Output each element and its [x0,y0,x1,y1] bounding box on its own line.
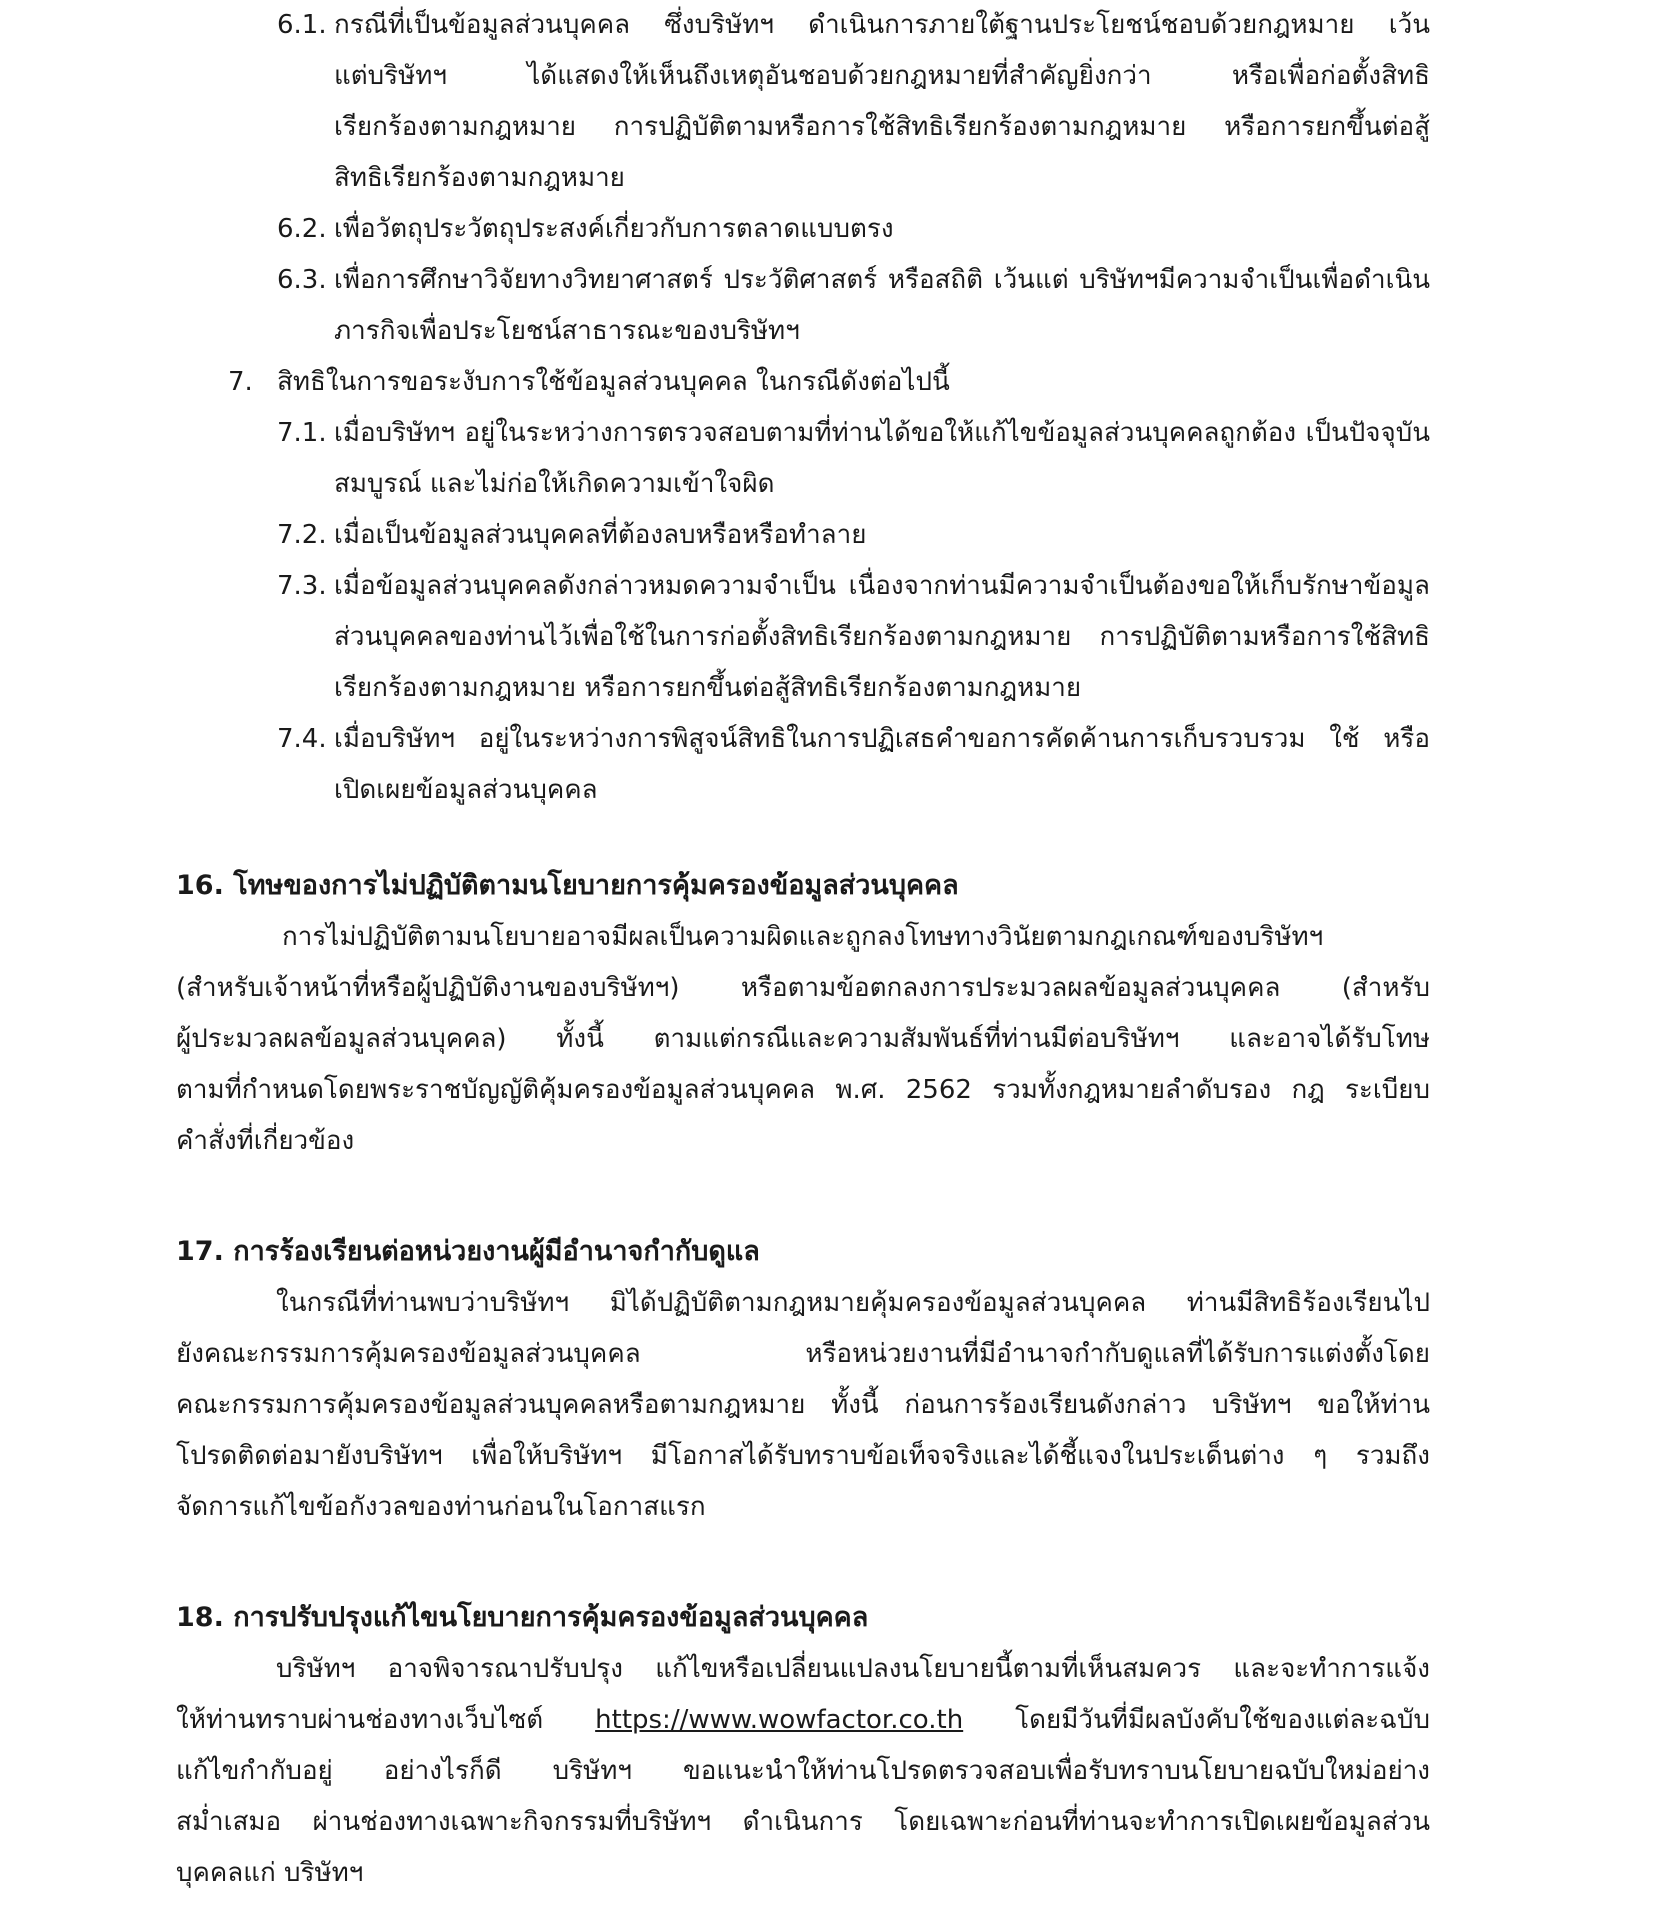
list-item-line: เรียกร้องตามกฎหมาย การปฏิบัติตามหรือการใช้สิทธิเรียกร้องตามกฎหมาย หรือการยกขึ้นต่อสู้ [334,112,1430,142]
section-heading-18: 18. การปรับปรุงแก้ไขนโยบายการคุ้มครองข้อมูลส่วนบุคคล [176,1602,869,1633]
paragraph-line: ตามที่กำหนดโดยพระราชบัญญัติคุ้มครองข้อมูลส่วนบุคคล พ.ศ. 2562 รวมทั้งกฎหมายลำดับรอง กฎ ระเบียบ [176,1075,1430,1105]
list-item-line: เมื่อบริษัทฯ อยู่ในระหว่างการพิสูจน์สิทธิในการปฏิเสธคำขอการคัดค้านการเก็บรวบรวม ใช้ หรือ [334,724,1430,754]
list-number: 7.4. [277,724,327,754]
list-item-line: เมื่อข้อมูลส่วนบุคคลดังกล่าวหมดความจำเป็น เนื่องจากท่านมีความจำเป็นต้องขอให้เก็บรักษาข้อมูล [334,571,1430,601]
list-number: 7.2. [277,520,327,550]
section-heading-17: 17. การร้องเรียนต่อหน่วยงานผู้มีอำนาจกำกับดูแล [176,1236,760,1267]
list-item-line: เปิดเผยข้อมูลส่วนบุคคล [334,775,598,805]
list-item-line: เพื่อการศึกษาวิจัยทางวิทยาศาสตร์ ประวัติศาสตร์ หรือสถิติ เว้นแต่ บริษัทฯมีความจำเป็นเพื่อดำเนิน [334,265,1430,295]
list-number: 6.2. [277,214,327,244]
paragraph-line: สม่ำเสมอ ผ่านช่องทางเฉพาะกิจกรรมที่บริษัทฯ ดำเนินการ โดยเฉพาะก่อนที่ท่านจะทำการเปิดเผยข้อมูลส่วน [176,1807,1430,1837]
list-item-line: สิทธิในการขอระงับการใช้ข้อมูลส่วนบุคคล ในกรณีดังต่อไปนี้ [277,367,950,397]
paragraph-line [176,1700,1430,1740]
list-item-line: กรณีที่เป็นข้อมูลส่วนบุคคล ซึ่งบริษัทฯ ดำเนินการภายใต้ฐานประโยชน์ชอบด้วยกฎหมาย เว้น [334,10,1430,40]
paragraph-line: บุคคลแก่ บริษัทฯ [176,1858,364,1888]
list-number: 6.1. [277,10,327,40]
paragraph-line: ผู้ประมวลผลข้อมูลส่วนบุคคล) ทั้งนี้ ตามแต่กรณีและความสัมพันธ์ที่ท่านมีต่อบริษัทฯ และอาจได้รับโทษ [176,1024,1430,1054]
list-item-line: เมื่อเป็นข้อมูลส่วนบุคคลที่ต้องลบหรือหรือทำลาย [334,520,867,550]
list-number: 7.3. [277,571,327,601]
list-item-line: สิทธิเรียกร้องตามกฎหมาย [334,163,625,193]
paragraph-line: (สำหรับเจ้าหน้าที่หรือผู้ปฏิบัติงานของบริษัทฯ) หรือตามข้อตกลงการประมวลผลข้อมูลส่วนบุคคล (สำหรับ [176,973,1430,1003]
paragraph-text: โดยมีวันที่มีผลบังคับใช้ของแต่ละฉบับ [1015,1705,1430,1735]
paragraph-line: คำสั่งที่เกี่ยวข้อง [176,1126,355,1156]
list-item-line: ส่วนบุคคลของท่านไว้เพื่อใช้ในการก่อตั้งสิทธิเรียกร้องตามกฎหมาย การปฏิบัติตามหรือการใช้สิทธิ [334,622,1430,652]
paragraph-line: การไม่ปฏิบัติตามนโยบายอาจมีผลเป็นความผิดและถูกลงโทษทางวินัยตามกฎเกณฑ์ของบริษัทฯ [282,922,1324,952]
list-number: 6.3. [277,265,327,295]
paragraph-line: ในกรณีที่ท่านพบว่าบริษัทฯ มิได้ปฏิบัติตามกฎหมายคุ้มครองข้อมูลส่วนบุคคล ท่านมีสิทธิร้องเรียนไป [276,1288,1430,1318]
paragraph-line: จัดการแก้ไขข้อกังวลของท่านก่อนในโอกาสแรก [176,1492,706,1522]
paragraph-line: แก้ไขกำกับอยู่ อย่างไรก็ดี บริษัทฯ ขอแนะนำให้ท่านโปรดตรวจสอบเพื่อรับทราบนโยบายฉบับใหม่อย่าง [176,1756,1430,1786]
list-item-line: แต่บริษัทฯ ได้แสดงให้เห็นถึงเหตุอันชอบด้วยกฎหมายที่สำคัญยิ่งกว่า หรือเพื่อก่อตั้งสิทธิ [334,61,1430,91]
website-link[interactable]: https://www.wowfactor.co.th [595,1705,964,1735]
list-number: 7. [228,367,253,397]
paragraph-text: ให้ท่านทราบผ่านช่องทางเว็บไซต์ [176,1705,544,1735]
paragraph-line: คณะกรรมการคุ้มครองข้อมูลส่วนบุคคลหรือตามกฎหมาย ทั้งนี้ ก่อนการร้องเรียนดังกล่าว บริษัทฯ ขอให้ท่าน [176,1390,1430,1420]
section-heading-16: 16. โทษของการไม่ปฏิบัติตามนโยบายการคุ้มครองข้อมูลส่วนบุคคล [176,870,959,901]
list-item-line: ภารกิจเพื่อประโยชน์สาธารณะของบริษัทฯ [334,316,800,346]
paragraph-line: ยังคณะกรรมการคุ้มครองข้อมูลส่วนบุคคล หรือหน่วยงานที่มีอำนาจกำกับดูแลที่ได้รับการแต่งตั้งโดย [176,1339,1430,1369]
list-number: 7.1. [277,418,327,448]
paragraph-line: บริษัทฯ อาจพิจารณาปรับปรุง แก้ไขหรือเปลี่ยนแปลงนโยบายนี้ตามที่เห็นสมควร และจะทำการแจ้ง [276,1654,1430,1684]
list-item-line: เรียกร้องตามกฎหมาย หรือการยกขึ้นต่อสู้สิทธิเรียกร้องตามกฎหมาย [334,673,1082,703]
list-item-line: สมบูรณ์ และไม่ก่อให้เกิดความเข้าใจผิด [334,469,775,499]
list-item-line: เมื่อบริษัทฯ อยู่ในระหว่างการตรวจสอบตามที่ท่านได้ขอให้แก้ไขข้อมูลส่วนบุคคลถูกต้อง เป็นปัจจุบัน [334,418,1430,448]
paragraph-line: โปรดติดต่อมายังบริษัทฯ เพื่อให้บริษัทฯ มีโอกาสได้รับทราบข้อเท็จจริงและได้ชี้แจงในประเด็นต่าง ๆ รวมถึง [176,1441,1430,1471]
list-item-line: เพื่อวัตถุประวัตถุประสงค์เกี่ยวกับการตลาดแบบตรง [334,214,894,244]
